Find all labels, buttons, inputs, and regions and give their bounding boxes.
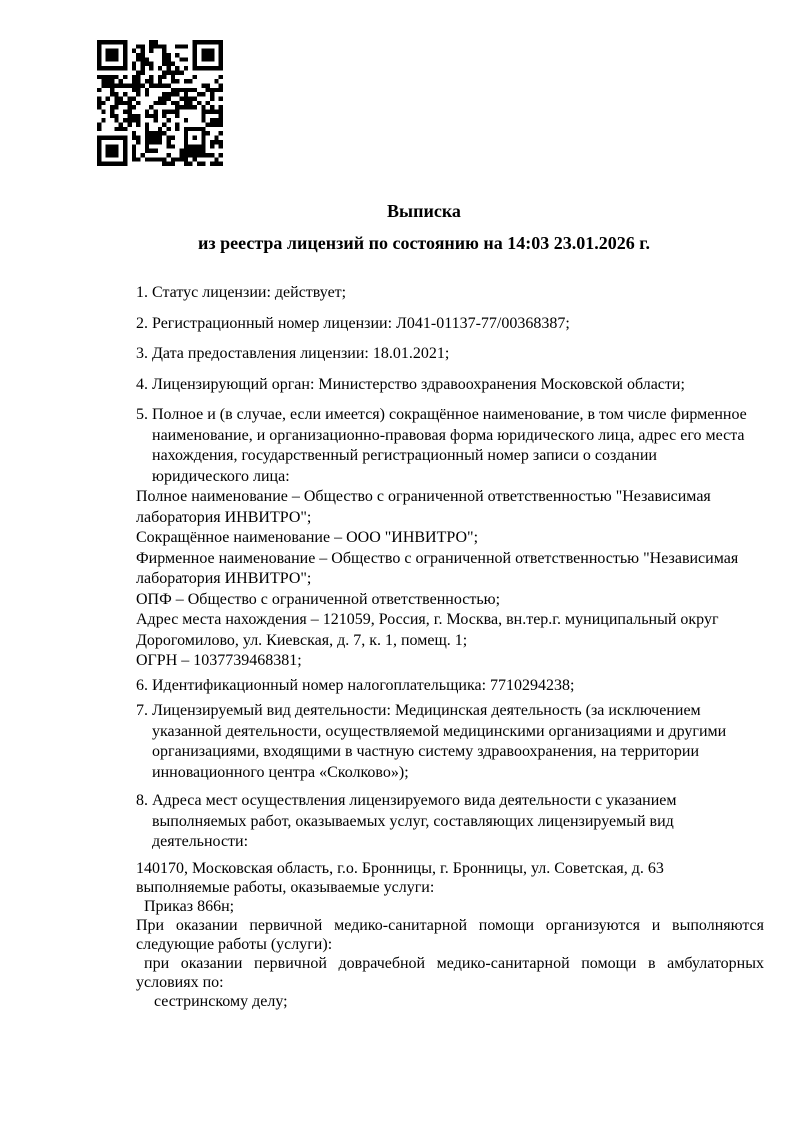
org-naming-line: 5. Полное и (в случае, если имеется) сокращённое наименование, в том числе фирменное [136, 406, 747, 423]
item-license-date: 3. Дата предоставления лицензии: 18.01.2021; [136, 345, 450, 362]
document-subtitle: из реестра лицензий по состоянию на 14:03 23.01.2026 г. [198, 233, 650, 253]
primary-care-line: следующие работы (услуги): [136, 935, 333, 953]
org-details-block [136, 487, 764, 672]
works-services-label-line: выполняемые работы, оказываемые услуги: [136, 878, 435, 896]
activity-addresses-line: 8. Адреса мест осуществления лицензируемого вида деятельности с указанием [136, 792, 677, 809]
item-licensing-authority: 4. Лицензирующий орган: Министерство здравоохранения Московской области; [136, 375, 685, 393]
order-866n-line: Приказ 866н; [144, 897, 235, 915]
nursing-line: сестринскому делу; [154, 992, 288, 1010]
item-taxpayer-number: 6. Идентификационный номер налогоплательщика: 7710294238; [136, 676, 575, 694]
pre-medical-care-line: условиях по: [136, 973, 224, 991]
org-short-name-line: Сокращённое наименование – ООО "ИНВИТРО"; [136, 529, 479, 546]
activity-type-line: инновационного центра «Сколково»); [152, 763, 409, 781]
address-works-block [136, 859, 764, 1011]
pre-medical-care-line: при оказании первичной доврачебной медико-санитарной помощи в амбулаторных [144, 954, 764, 972]
qr-code-icon [97, 40, 223, 166]
activity-type-line: 7. Лицензируемый вид деятельности: Медицинская деятельность (за исключением [136, 702, 701, 719]
org-brand-name-line: Фирменное наименование – Общество с ограниченной ответственностью "Независимая [136, 549, 739, 567]
item-org-naming [136, 405, 764, 487]
document-body [136, 283, 764, 1011]
item-activity-addresses [136, 791, 764, 853]
activity-type-line: указанной деятельности, осуществляемой медицинскими организациями и другими [152, 722, 727, 740]
item-license-number: 2. Регистрационный номер лицензии: Л041-01137-77/00368387; [136, 314, 570, 332]
org-naming-line: юридического лица: [152, 467, 290, 485]
item-license-status: 1. Статус лицензии: действует; [136, 284, 347, 301]
activity-addresses-line: выполняемых работ, оказываемых услуг, составляющих лицензируемый вид [152, 812, 674, 830]
activity-addresses-line: деятельности: [152, 833, 249, 850]
org-full-name-line: лаборатория ИНВИТРО"; [136, 508, 312, 526]
org-ogrn-line: ОГРН – 1037739468381; [136, 652, 302, 669]
primary-care-line: При оказании первичной медико-санитарной помощи организуются и выполняются [136, 916, 764, 934]
org-address-line: Адрес места нахождения – 121059, Россия, г. Москва, вн.тер.г. муниципальный округ [136, 611, 719, 628]
item-activity-type [136, 701, 764, 783]
org-address-line: Дорогомилово, ул. Киевская, д. 7, к. 1, помещ. 1; [136, 631, 468, 649]
work-address-line: 140170, Московская область, г.о. Бронницы, г. Бронницы, ул. Советская, д. 63 [136, 859, 664, 877]
title-block [136, 201, 712, 254]
org-opf-line: ОПФ – Общество с ограниченной ответственностью; [136, 590, 501, 608]
org-naming-line: наименование, и организационно-правовая форма юридического лица, адрес его места [152, 426, 745, 444]
document-title: Выписка [387, 201, 461, 221]
activity-type-line: организациями, входящими в частную систему здравоохранения, на территории [152, 743, 700, 760]
org-full-name-line: Полное наименование – Общество с ограниченной ответственностью "Независимая [136, 488, 711, 505]
org-brand-name-line: лаборатория ИНВИТРО"; [136, 570, 312, 587]
org-naming-line: нахождения, государственный регистрационный номер записи о создании [152, 447, 657, 464]
